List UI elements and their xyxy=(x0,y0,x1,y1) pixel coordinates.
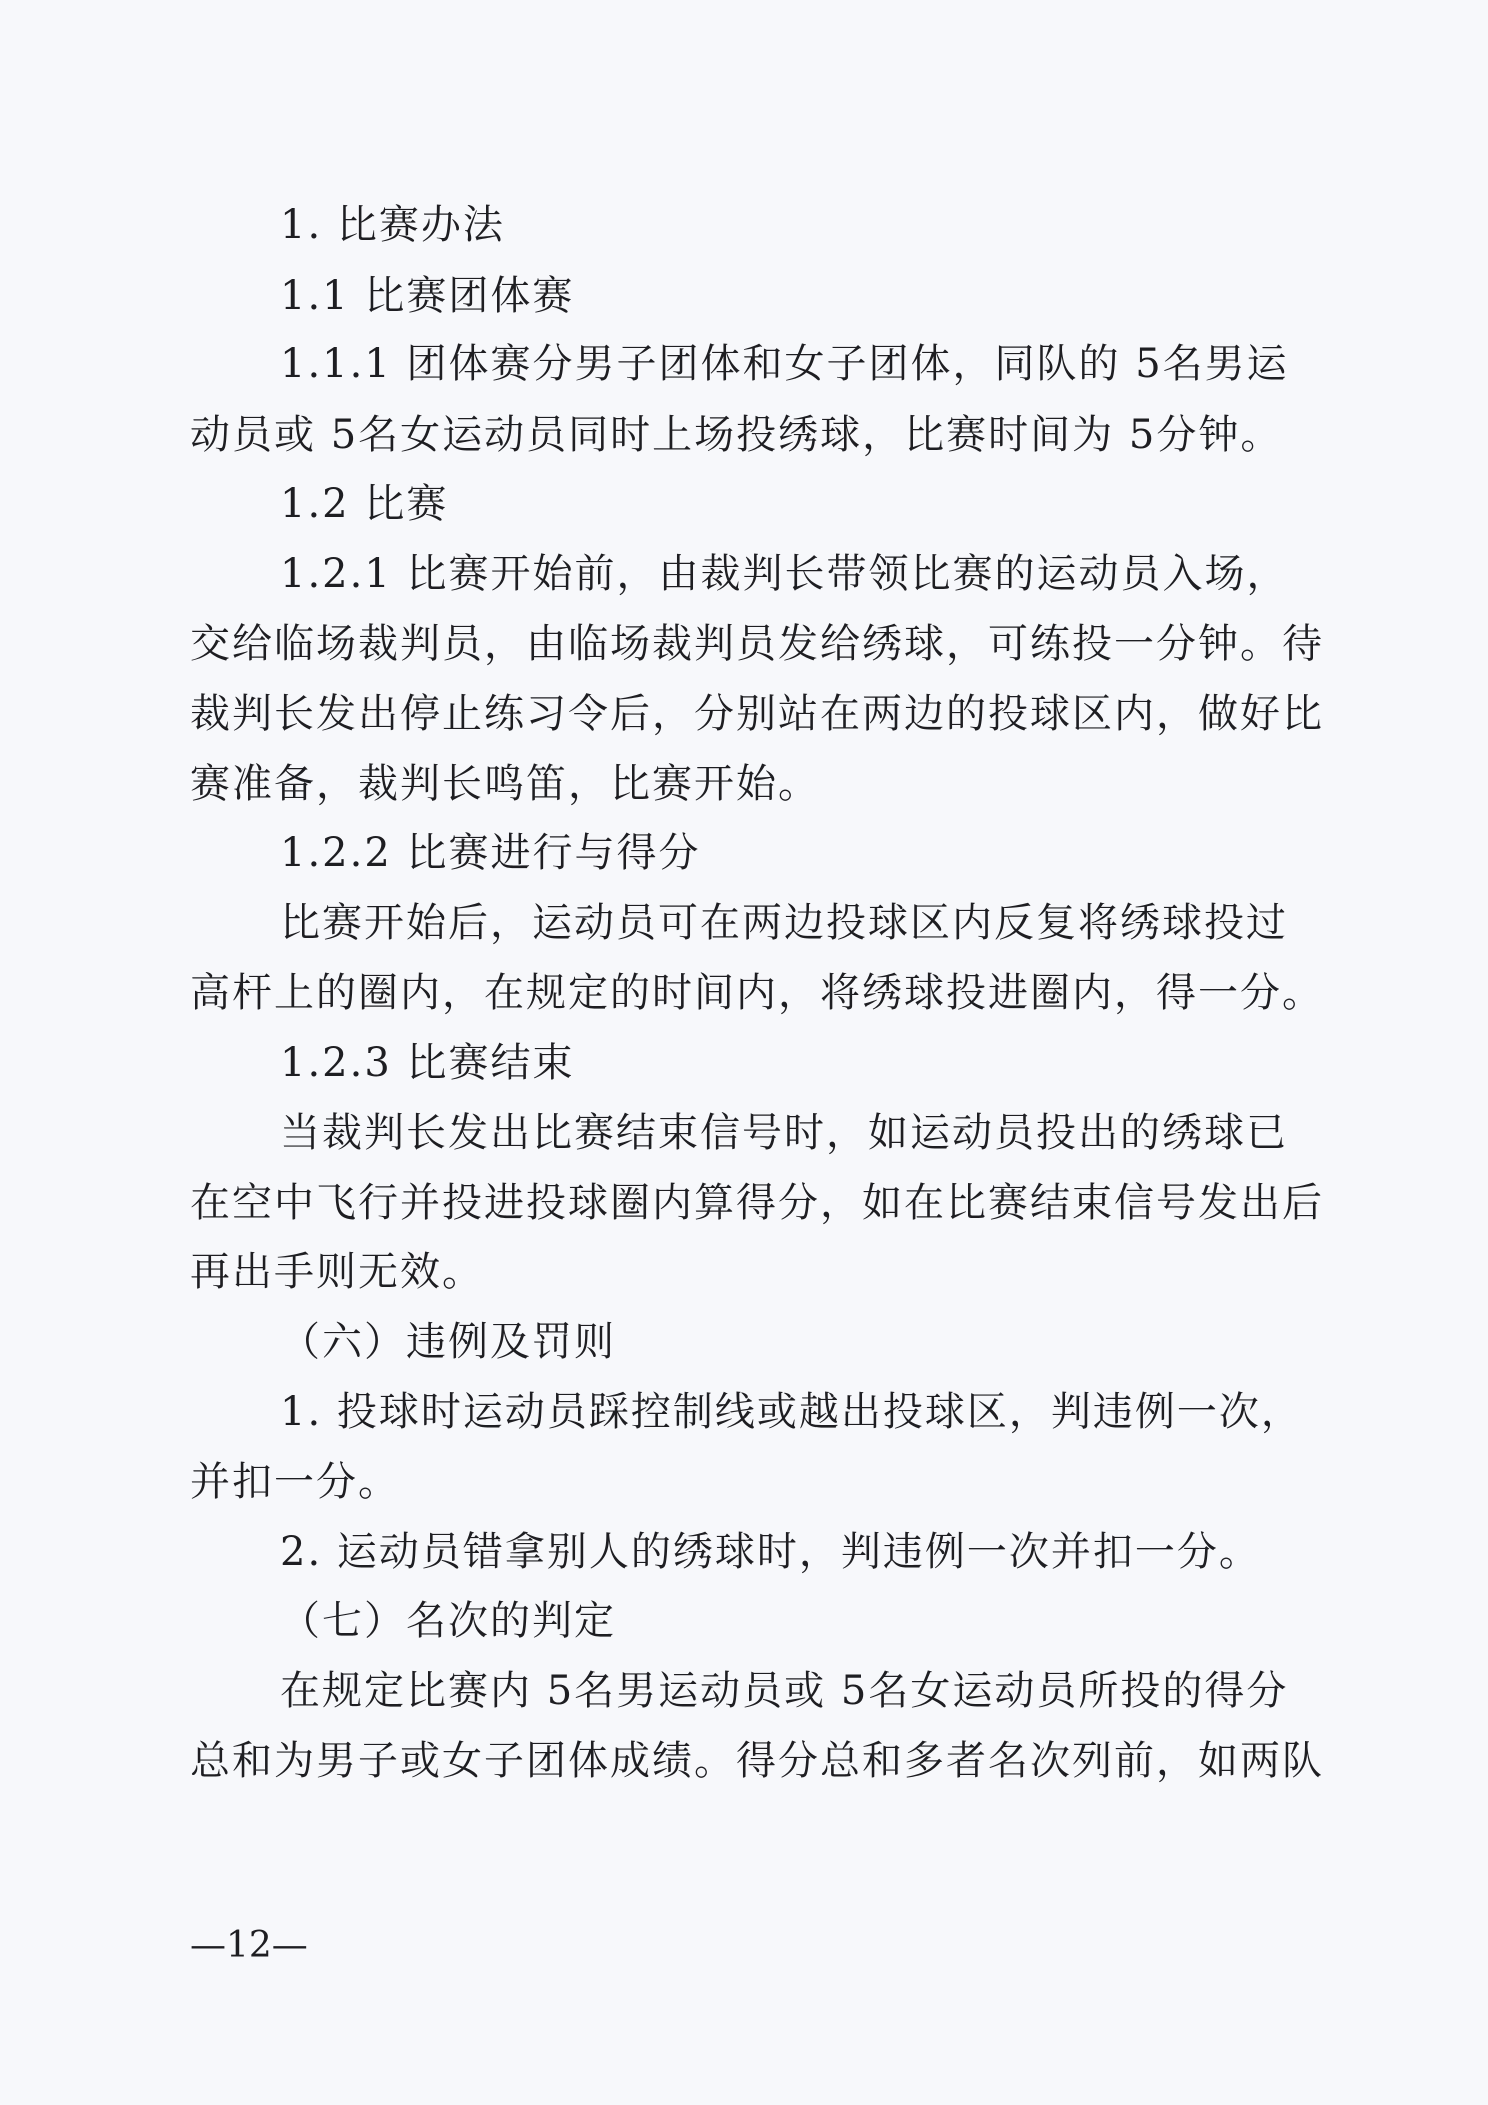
heading-1-1: 1.1 比赛团体赛 xyxy=(280,273,575,319)
heading-1-2-2: 1.2.2 比赛进行与得分 xyxy=(280,830,701,876)
para-1-2-1-line-2: 交给临场裁判员，由临场裁判员发给绣球，可练投一分钟。待 xyxy=(190,621,1324,667)
heading-1-2: 1.2 比赛 xyxy=(280,481,449,527)
para-1-2-2-line-1: 比赛开始后，运动员可在两边投球区内反复将绣球投过 xyxy=(280,900,1288,946)
ranking-line-1: 在规定比赛内 5名男运动员或 5名女运动员所投的得分 xyxy=(280,1668,1289,1714)
para-1-2-2-line-2: 高杆上的圈内，在规定的时间内，将绣球投进圈内，得一分。 xyxy=(190,970,1324,1016)
violation-2: 2. 运动员错拿别人的绣球时，判违例一次并扣一分。 xyxy=(280,1529,1261,1575)
violation-1-line-1: 1. 投球时运动员踩控制线或越出投球区，判违例一次， xyxy=(280,1389,1303,1435)
para-1-1-1-line-2: 动员或 5名女运动员同时上场投绣球，比赛时间为 5分钟。 xyxy=(190,412,1283,458)
heading-1-2-3: 1.2.3 比赛结束 xyxy=(280,1040,575,1086)
para-1-2-3-line-3: 再出手则无效。 xyxy=(190,1249,484,1295)
heading-1: 1. 比赛办法 xyxy=(280,202,505,248)
para-1-2-1-line-4: 赛准备，裁判长鸣笛，比赛开始。 xyxy=(190,761,820,807)
para-1-2-3-line-1: 当裁判长发出比赛结束信号时，如运动员投出的绣球已 xyxy=(280,1110,1288,1156)
para-1-2-1-line-3: 裁判长发出停止练习令后，分别站在两边的投球区内，做好比 xyxy=(190,691,1324,737)
violation-1-line-2: 并扣一分。 xyxy=(190,1459,400,1505)
para-1-2-3-line-2: 在空中飞行并投进投球圈内算得分，如在比赛结束信号发出后 xyxy=(190,1180,1324,1226)
para-1-2-1-line-1: 1.2.1 比赛开始前，由裁判长带领比赛的运动员入场， xyxy=(280,551,1289,597)
heading-ranking: （七）名次的判定 xyxy=(280,1598,616,1644)
heading-violations: （六）违例及罚则 xyxy=(280,1319,616,1365)
ranking-line-2: 总和为男子或女子团体成绩。得分总和多者名次列前，如两队 xyxy=(190,1738,1324,1784)
para-1-1-1-line-1: 1.1.1 团体赛分男子团体和女子团体，同队的 5名男运 xyxy=(280,341,1289,387)
page-number: —12— xyxy=(190,1925,308,1966)
